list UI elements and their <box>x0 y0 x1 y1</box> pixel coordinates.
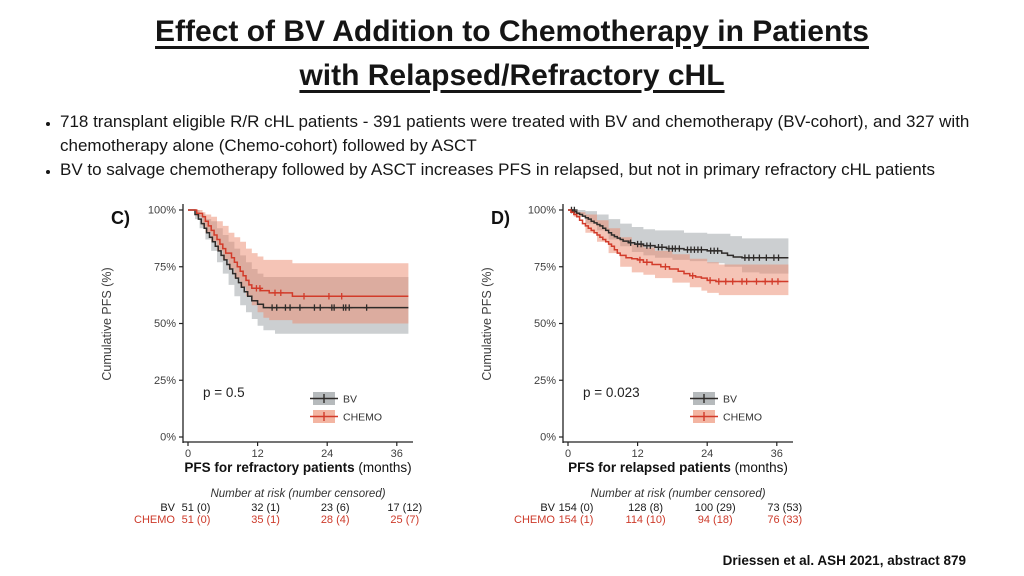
y-tick-label: 50% <box>533 318 556 330</box>
slide-title-line-1: Effect of BV Addition to Chemotherapy in Patients <box>155 15 869 48</box>
y-tick-label: 75% <box>533 261 556 274</box>
km-chart-relapsed <box>475 195 835 530</box>
x-tick-label: 24 <box>321 448 334 460</box>
y-tick-label: 50% <box>153 318 176 330</box>
bullet-list <box>28 110 985 183</box>
confidence-band-chemo <box>188 210 408 324</box>
risk-value: 100 (29) <box>694 502 736 514</box>
y-tick-label: 0% <box>160 431 176 444</box>
risk-value: 28 (4) <box>320 514 350 526</box>
risk-value: 76 (33) <box>767 514 803 526</box>
risk-value: 154 (0) <box>558 502 594 514</box>
x-axis-title: PFS for relapsed patients (months) <box>568 460 788 475</box>
legend-label: CHEMO <box>723 411 763 424</box>
risk-value: 25 (7) <box>390 514 420 526</box>
y-tick-label: 100% <box>147 204 176 217</box>
risk-value: 23 (6) <box>320 502 350 514</box>
y-tick-label: 0% <box>540 431 556 444</box>
bullet-item: • BV to salvage chemotherapy followed by ASCT increases PFS in relapsed, but not in primary refractory cHL patients <box>60 158 985 182</box>
y-tick-label: 25% <box>533 374 556 387</box>
risk-value: 73 (53) <box>767 502 803 514</box>
risk-table-header: Number at risk (number censored) <box>210 488 386 500</box>
x-tick-label: 12 <box>631 448 644 460</box>
risk-table-header: Number at risk (number censored) <box>590 488 766 500</box>
risk-value: 128 (8) <box>628 502 664 514</box>
x-tick-label: 0 <box>564 448 572 460</box>
legend-label: BV <box>723 393 738 406</box>
x-tick-label: 36 <box>390 448 403 460</box>
y-tick-label: 25% <box>153 374 176 387</box>
y-tick-label: 100% <box>527 204 556 217</box>
p-value-label: p = 0.5 <box>203 385 245 400</box>
risk-row-label: BV <box>160 502 175 514</box>
x-axis-title: PFS for refractory patients (months) <box>184 460 412 475</box>
risk-value: 154 (1) <box>558 514 594 526</box>
y-axis-title: Cumulative PFS (%) <box>480 267 494 381</box>
p-value-label: p = 0.023 <box>583 385 640 400</box>
legend-label: BV <box>343 393 358 406</box>
bullet-item: • 718 transplant eligible R/R cHL patients - 391 patients were treated with BV and chemotherapy (BV-cohort), and 327 with chemotherapy alone (Chemo-cohort) followed by ASCT <box>60 110 985 157</box>
risk-value: 35 (1) <box>251 514 280 526</box>
y-axis-title: Cumulative PFS (%) <box>100 267 114 381</box>
panel-label: C) <box>111 208 130 228</box>
risk-value: 94 (18) <box>697 514 733 526</box>
risk-value: 32 (1) <box>251 502 280 514</box>
slide-title-line-2: with Relapsed/Refractory cHL <box>299 59 725 92</box>
y-tick-label: 75% <box>153 261 176 274</box>
x-tick-label: 36 <box>770 448 783 460</box>
x-tick-label: 0 <box>184 448 192 460</box>
risk-row-label: CHEMO <box>514 514 555 526</box>
panel-label: D) <box>491 208 510 228</box>
risk-row-label: CHEMO <box>134 514 175 526</box>
citation-footer: Driessen et al. ASH 2021, abstract 879 <box>722 553 966 568</box>
risk-value: 114 (10) <box>625 514 666 526</box>
km-chart-refractory <box>95 195 455 530</box>
risk-row-label: BV <box>540 502 555 514</box>
slide-title <box>0 10 1024 98</box>
x-tick-label: 12 <box>251 448 264 460</box>
risk-value: 17 (12) <box>387 502 423 514</box>
risk-value: 51 (0) <box>181 502 211 514</box>
x-tick-label: 24 <box>701 448 714 460</box>
risk-value: 51 (0) <box>181 514 211 526</box>
legend-label: CHEMO <box>343 411 383 424</box>
